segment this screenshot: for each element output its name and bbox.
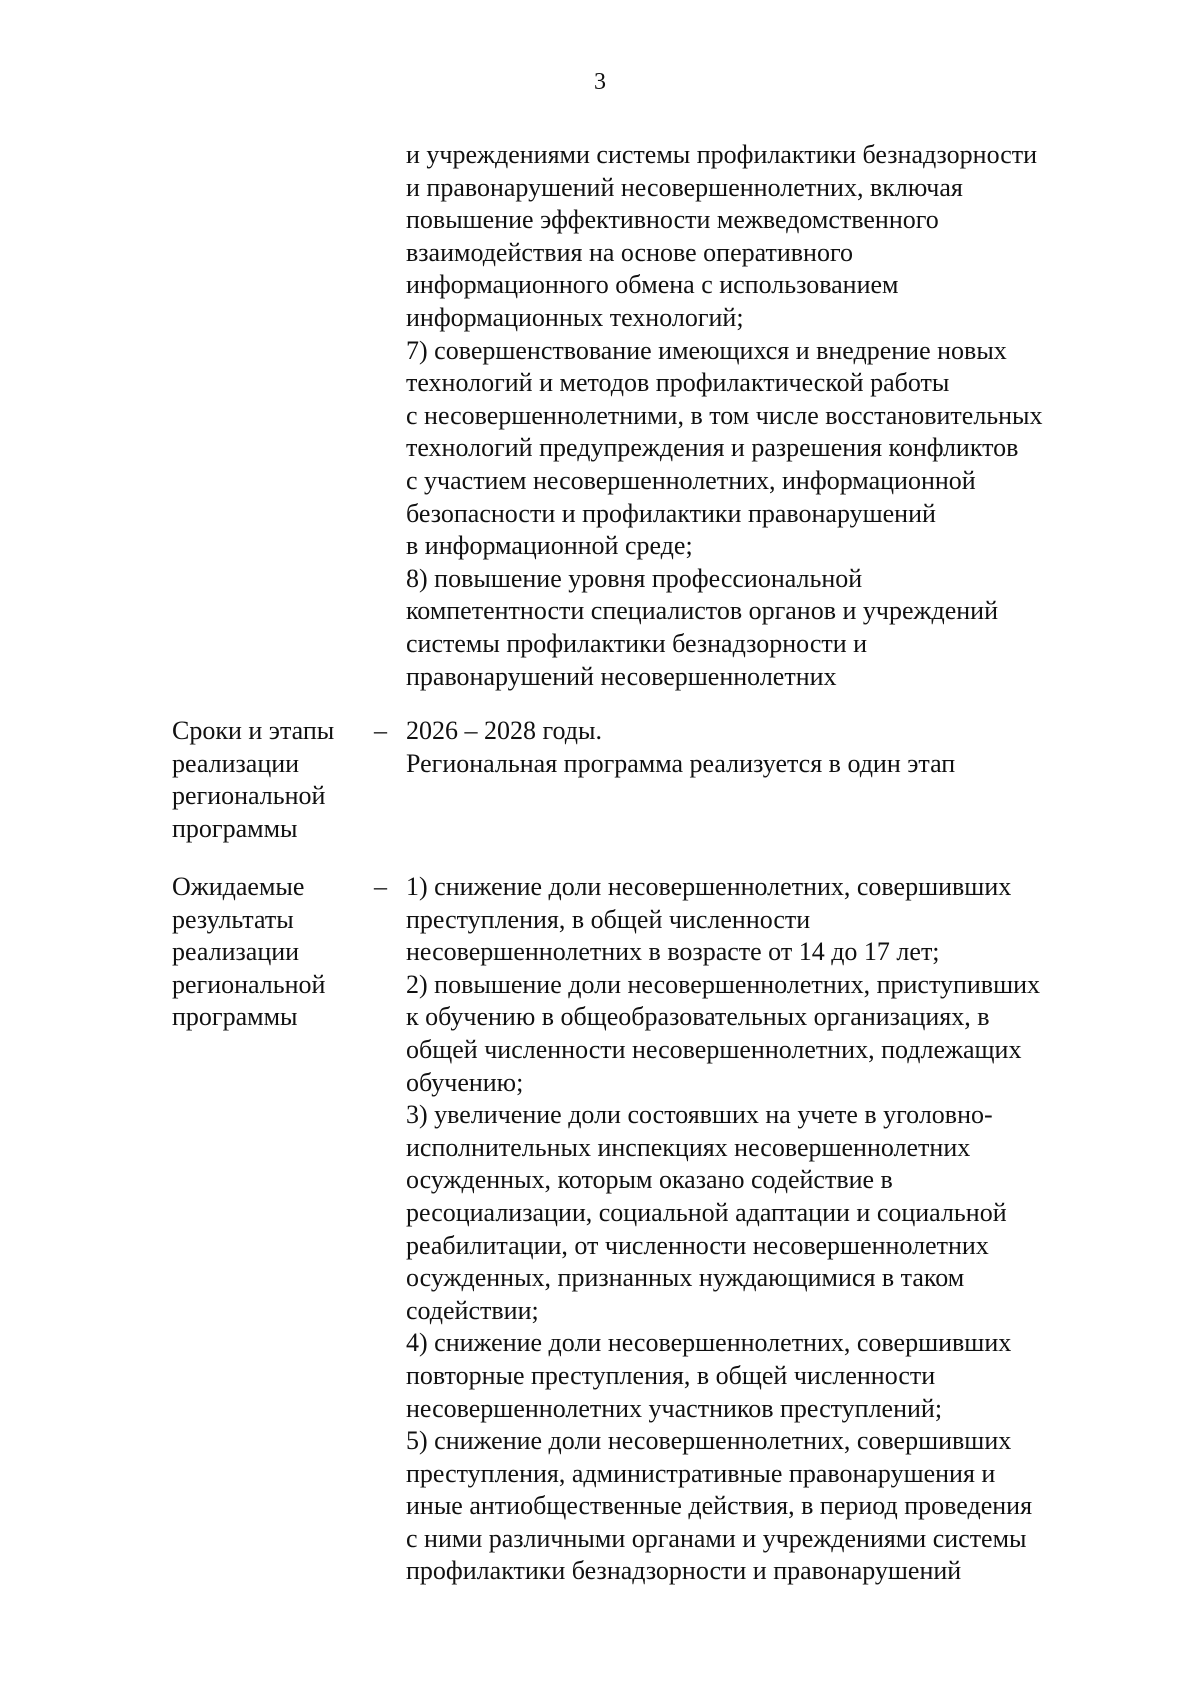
text-line: системы профилактики безнадзорности и: [406, 628, 868, 658]
results-value: [406, 871, 1146, 1588]
continuation-text: [406, 139, 1146, 693]
text-line: и учреждениями системы профилактики безнадзорности: [406, 140, 1038, 169]
value-line: 3) увеличение доли состоявших на учете в уголовно-: [406, 1100, 993, 1130]
label-line: реализации: [172, 748, 300, 778]
value-line: к обучению в общеобразовательных организациях, в: [406, 1002, 990, 1032]
text-line: в информационной среде;: [406, 531, 693, 561]
text-line: информационных технологий;: [406, 302, 744, 332]
value-line: 2) повышение доли несовершеннолетних, приступивших: [406, 969, 1041, 999]
text-line: с несовершеннолетними, в том числе восстановительных: [406, 400, 1043, 430]
label-line: региональной: [172, 781, 326, 811]
text-line: взаимодействия на основе оперативного: [406, 237, 853, 267]
value-line: 4) снижение доли несовершеннолетних, совершивших: [406, 1328, 1012, 1358]
value-line: 1) снижение доли несовершеннолетних, совершивших: [406, 872, 1012, 901]
value-line: преступления, в общей численности: [406, 904, 811, 934]
text-line: и правонарушений несовершеннолетних, включая: [406, 172, 963, 202]
value-line: обучению;: [406, 1067, 524, 1097]
value-line: иные антиобщественные действия, в период проведения: [406, 1491, 1033, 1521]
period-value: [406, 715, 1146, 780]
results-label: [172, 871, 362, 1034]
value-line: несовершеннолетних участников преступлений;: [406, 1393, 943, 1423]
period-label: [172, 715, 362, 845]
label-line: результаты: [172, 904, 294, 934]
value-line: осужденных, которым оказано содействие в: [406, 1165, 893, 1195]
value-line: несовершеннолетних в возрасте от 14 до 17 лет;: [406, 937, 940, 967]
text-line: безопасности и профилактики правонарушений: [406, 498, 936, 528]
text-line: информационного обмена с использованием: [406, 270, 899, 300]
value-line: исполнительных инспекциях несовершеннолетних: [406, 1132, 971, 1162]
text-line: технологий предупреждения и разрешения конфликтов: [406, 433, 1019, 463]
period-dash: –: [374, 716, 387, 745]
text-line: компетентности специалистов органов и учреждений: [406, 596, 998, 626]
value-line: профилактики безнадзорности и правонарушений: [406, 1556, 962, 1586]
value-line: преступления, административные правонарушения и: [406, 1458, 996, 1488]
value-line: реабилитации, от численности несовершеннолетних: [406, 1230, 989, 1260]
label-line: реализации: [172, 937, 300, 967]
label-line: программы: [172, 813, 298, 843]
value-line: Региональная программа реализуется в один этап: [406, 748, 956, 778]
value-line: с ними различными органами и учреждениями системы: [406, 1523, 1027, 1553]
results-dash: –: [374, 872, 387, 901]
text-line: 7) совершенствование имеющихся и внедрение новых: [406, 335, 1007, 365]
text-line: повышение эффективности межведомственного: [406, 205, 939, 235]
text-line: 8) повышение уровня профессиональной: [406, 563, 863, 593]
label-line: Ожидаемые: [172, 872, 305, 901]
value-line: 5) снижение доли несовершеннолетних, совершивших: [406, 1426, 1012, 1456]
page-number: 3: [594, 69, 606, 95]
label-line: Сроки и этапы: [172, 716, 335, 745]
value-line: повторные преступления, в общей численности: [406, 1360, 936, 1390]
value-line: ресоциализации, социальной адаптации и социальной: [406, 1197, 1007, 1227]
value-line: общей численности несовершеннолетних, подлежащих: [406, 1034, 1022, 1064]
text-line: правонарушений несовершеннолетних: [406, 661, 837, 691]
label-line: программы: [172, 1002, 298, 1032]
text-line: с участием несовершеннолетних, информационной: [406, 465, 976, 495]
text-line: технологий и методов профилактической работы: [406, 368, 950, 398]
value-line: осужденных, признанных нуждающимися в таком: [406, 1263, 965, 1293]
label-line: региональной: [172, 969, 326, 999]
value-line: содействии;: [406, 1295, 539, 1325]
value-line: 2026 – 2028 годы.: [406, 716, 602, 745]
